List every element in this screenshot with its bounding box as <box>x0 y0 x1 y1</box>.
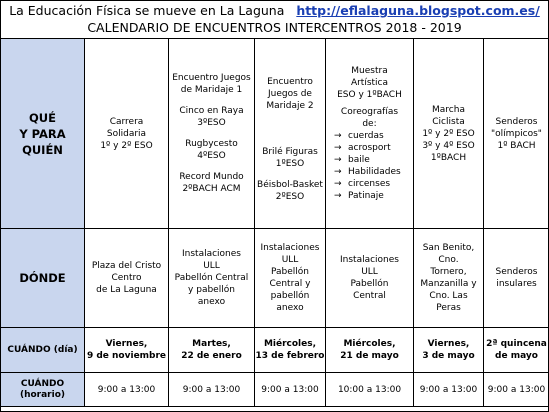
event-5-line-1: Marcha <box>432 104 465 115</box>
event-4-subtitle: Coreografías de: <box>340 107 399 129</box>
list-item: → cuerdas <box>334 130 413 142</box>
cell-dia-6: 2ª quincena de mayo <box>484 328 549 373</box>
cell-horario-3: 9:00 a 13:00 <box>255 373 326 407</box>
row-cuando-dia <box>1 328 549 373</box>
cell-horario-2: 9:00 a 13:00 <box>169 373 255 407</box>
list-item: → acrosport <box>334 142 413 154</box>
cell-horario-5: 9:00 a 13:00 <box>414 373 484 407</box>
event-5-line-5: 1ºBACH <box>430 152 467 163</box>
calendar-table <box>0 38 549 407</box>
cell-horario-1: 9:00 a 13:00 <box>85 373 169 407</box>
event-2-item-3: Record Mundo 2ºBACH ACM <box>179 172 244 194</box>
cell-dia-3: Miércoles, 13 de febrero <box>255 328 326 373</box>
row-donde <box>1 229 549 328</box>
event-2-item-1: Cinco en Raya 3ºESO <box>179 106 244 128</box>
row-que <box>1 39 549 229</box>
cell-donde-6: Senderos insulares <box>484 229 549 328</box>
page-subtitle: CALENDARIO DE ENCUENTROS INTERCENTROS 2018 - 2019 <box>87 20 462 35</box>
cell-que-5 <box>414 39 484 229</box>
title-text: La Educación Física se mueve en La Laguna <box>9 3 285 18</box>
list-item: → baile <box>334 154 413 166</box>
event-3-item-1: Brilé Figuras 1ºESO <box>262 147 318 169</box>
cell-dia-2: Martes, 22 de enero <box>169 328 255 373</box>
event-1-line-2: Solidaria <box>106 128 147 139</box>
event-6-line-2: "olímpicos" <box>491 128 542 139</box>
cell-horario-4: 10:00 a 13:00 <box>326 373 414 407</box>
cell-dia-1: Viernes, 9 de noviembre <box>85 328 169 373</box>
list-item: → Patinaje <box>334 190 413 202</box>
cell-dia-4: Miércoles, 21 de mayo <box>326 328 414 373</box>
event-4-title: Muestra Artística ESO y 1ºBACH <box>337 66 402 100</box>
row-label-cuando-dia: CUÁNDO (día) <box>1 328 85 373</box>
list-item: → Habilidades <box>334 166 413 178</box>
cell-horario-6: 9:00 a 13:00 <box>484 373 549 407</box>
cell-donde-4: Instalaciones ULL Pabellón Central <box>326 229 414 328</box>
cell-que-2 <box>169 39 255 229</box>
event-2-title: Encuentro Juegos de Maridaje 1 <box>172 73 251 95</box>
event-6-line-1: Senderos <box>495 116 538 127</box>
event-3-title: Encuentro Juegos de Maridaje 2 <box>266 77 314 111</box>
event-3-item-2: Béisbol-Basket 2ºESO <box>257 180 323 202</box>
cell-que-4 <box>326 39 414 229</box>
event-5-line-2: Ciclista <box>432 116 465 127</box>
row-label-que: QUÉ Y PARA QUIÉN <box>1 39 85 229</box>
list-item-continued: → circenses <box>334 178 413 190</box>
cell-donde-5: San Benito, Cno. Tornero, Manzanilla y Cno. Las Peras <box>414 229 484 328</box>
row-label-cuando-horario: CUÁNDO (horario) <box>1 373 85 407</box>
event-1-line-1: Carrera <box>109 116 144 127</box>
event-5-line-3: 1º y 2º ESO <box>422 128 475 139</box>
event-5-line-4: 3º y 4º ESO <box>422 140 475 151</box>
cell-donde-2: Instalaciones ULL Pabellón Central y pabellón anexo <box>169 229 255 328</box>
event-4-list <box>326 130 413 202</box>
cell-donde-1: Plaza del Cristo Centro de La Laguna <box>85 229 169 328</box>
cell-que-1 <box>85 39 169 229</box>
row-label-donde: DÓNDE <box>1 229 85 328</box>
cell-que-6 <box>484 39 549 229</box>
cell-donde-3: Instalaciones ULL Pabellón Central y pabellón anexo <box>255 229 326 328</box>
blog-link[interactable]: http://eflalaguna.blogspot.com.es/ <box>296 3 540 18</box>
event-2-item-2: Rugbycesto 4ºESO <box>185 139 238 161</box>
event-6-line-3: 1º BACH <box>497 140 536 151</box>
page-title <box>0 3 549 19</box>
cell-que-3 <box>255 39 326 229</box>
row-cuando-horario <box>1 373 549 407</box>
cell-dia-5: Viernes, 3 de mayo <box>414 328 484 373</box>
event-1-line-3: 1º y 2º ESO <box>100 140 153 151</box>
